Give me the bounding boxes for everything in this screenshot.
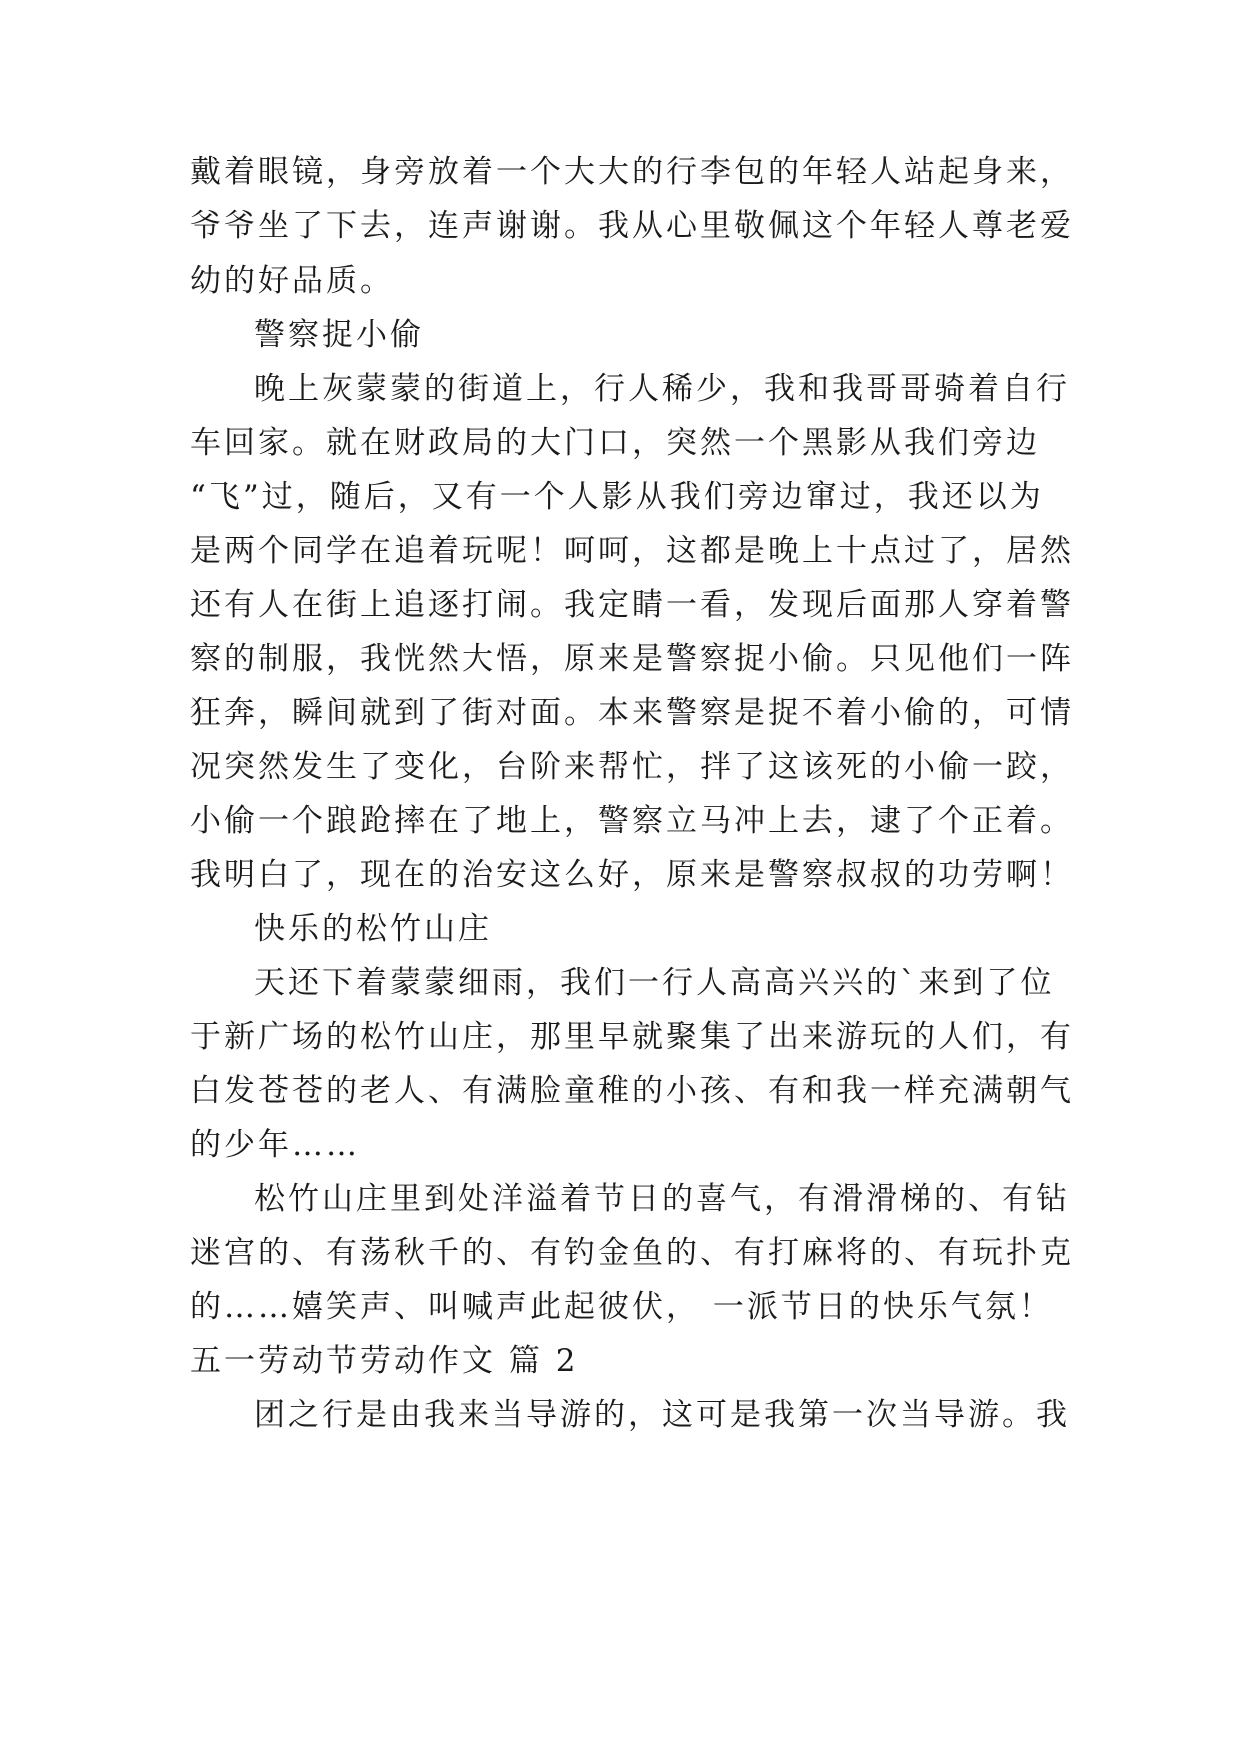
text-line: 况突然发生了变化，台阶来帮忙，拌了这该死的小偷一跤， <box>190 749 1074 785</box>
text-line: 狂奔，瞬间就到了街对面。本来警察是捉不着小偷的，可情 <box>190 695 1074 731</box>
text-line: 幼的好品质。 <box>190 263 394 299</box>
text-line: 车回家。就在财政局的大门口，突然一个黑影从我们旁边 <box>190 425 1040 461</box>
text-line: 戴着眼镜，身旁放着一个大大的行李包的年轻人站起身来， <box>190 154 1074 190</box>
article-title: 五一劳动节劳动作文 篇 2 <box>190 1343 579 1379</box>
text-line: 的……嬉笑声、叫喊声此起彼伏， 一派节日的快乐气氛！ <box>190 1289 1053 1325</box>
text-line: 白发苍苍的老人、有满脸童稚的小孩、有和我一样充满朝气 <box>190 1073 1074 1109</box>
text-line: “飞”过，随后，又有一个人影从我们旁边窜过，我还以为 <box>190 479 1044 515</box>
text-line: 的少年…… <box>190 1127 360 1163</box>
text-line: 松竹山庄里到处洋溢着节日的喜气，有滑滑梯的、有钻 <box>254 1181 1070 1217</box>
section-heading: 快乐的松竹山庄 <box>254 911 492 947</box>
text-line: 是两个同学在追着玩呢！呵呵，这都是晚上十点过了，居然 <box>190 533 1074 569</box>
text-line: 迷宫的、有荡秋千的、有钓金鱼的、有打麻将的、有玩扑克 <box>190 1235 1074 1271</box>
text-line: 晚上灰蒙蒙的街道上，行人稀少，我和我哥哥骑着自行 <box>254 371 1070 407</box>
text-line: 小偷一个踉跄摔在了地上，警察立马冲上去，逮了个正着。 <box>190 803 1074 839</box>
text-line: 察的制服，我恍然大悟，原来是警察捉小偷。只见他们一阵 <box>190 641 1074 677</box>
text-line: 天还下着蒙蒙细雨，我们一行人高高兴兴的`来到了位 <box>254 965 1055 1001</box>
text-line: 团之行是由我来当导游的，这可是我第一次当导游。我 <box>254 1397 1070 1433</box>
text-line: 爷爷坐了下去，连声谢谢。我从心里敬佩这个年轻人尊老爱 <box>190 208 1074 244</box>
text-line: 于新广场的松竹山庄，那里早就聚集了出来游玩的人们，有 <box>190 1019 1074 1055</box>
section-heading: 警察捉小偷 <box>254 317 424 353</box>
text-line: 我明白了，现在的治安这么好，原来是警察叔叔的功劳啊！ <box>190 857 1074 893</box>
text-line: 还有人在街上追逐打闹。我定睛一看，发现后面那人穿着警 <box>190 587 1074 623</box>
